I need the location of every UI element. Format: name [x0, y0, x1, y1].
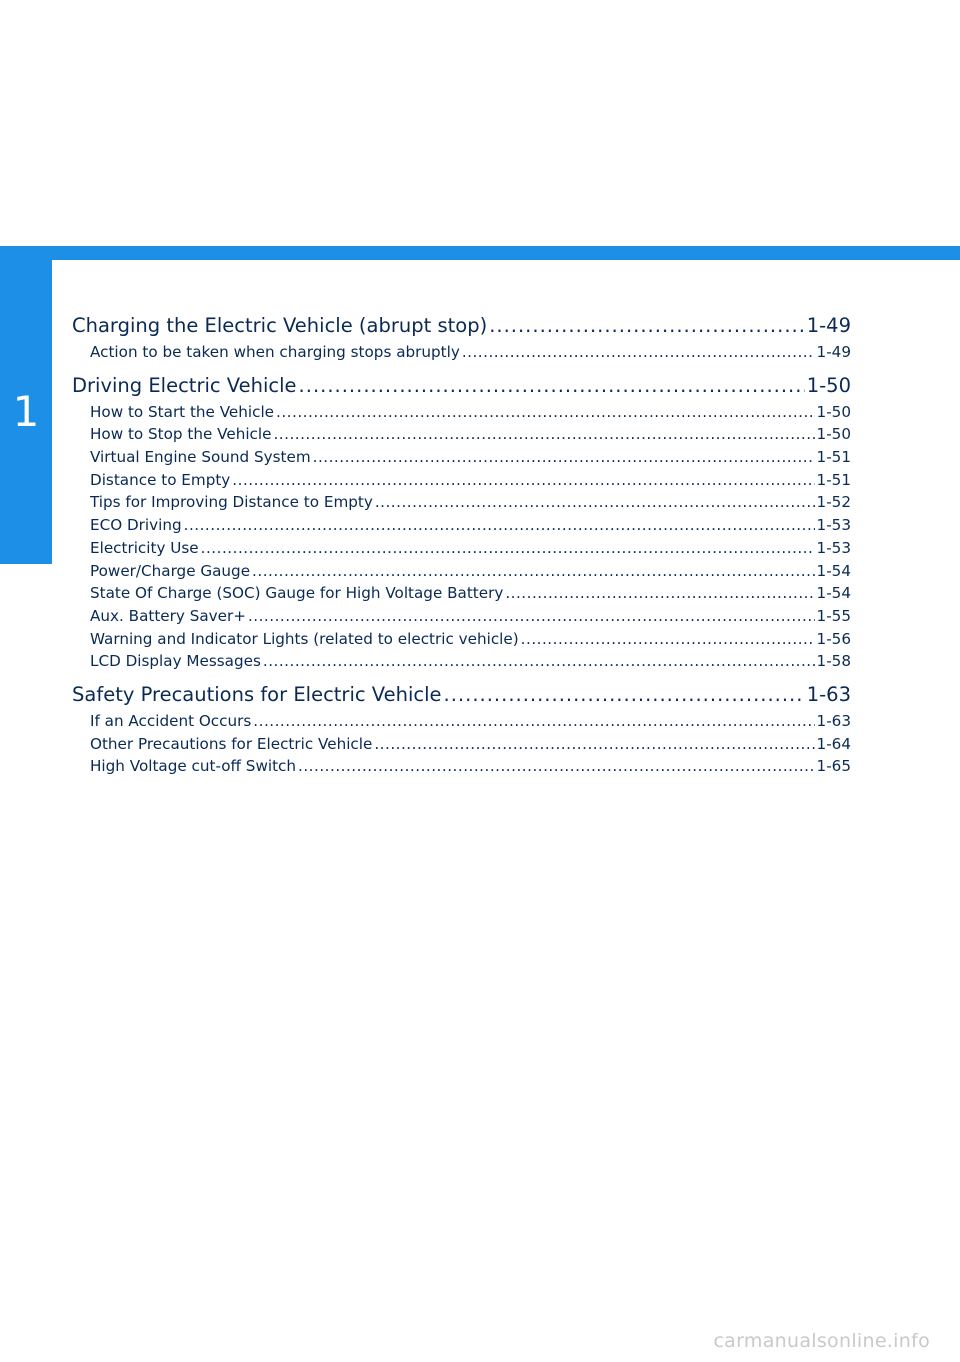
toc-item[interactable] [90, 469, 851, 492]
toc-item-page: 1-51 [816, 448, 851, 467]
toc-item-title: If an Accident Occurs [90, 711, 252, 730]
dot-leader [375, 491, 815, 514]
header-band [0, 246, 960, 260]
toc-item-page: 1-52 [816, 493, 851, 512]
watermark-text: carmanualsonline.info [713, 1330, 930, 1352]
toc-section-page: 1-63 [806, 682, 851, 706]
toc-item-page: 1-53 [816, 516, 851, 535]
dot-leader [444, 679, 805, 710]
toc-item-title: Virtual Engine Sound System [90, 448, 311, 467]
toc-item[interactable] [90, 605, 851, 628]
toc-section-title: Safety Precautions for Electric Vehicle [72, 682, 442, 706]
dot-leader [374, 733, 814, 756]
toc-item[interactable] [90, 733, 851, 756]
dot-leader [201, 537, 815, 560]
dot-leader [298, 755, 815, 778]
toc-item-title: Electricity Use [90, 538, 199, 557]
toc-item-page: 1-51 [816, 470, 851, 489]
dot-leader [232, 469, 814, 492]
toc-item-title: State Of Charge (SOC) Gauge for High Voltage Battery [90, 584, 504, 603]
toc-item[interactable] [90, 341, 851, 364]
toc-item-title: Aux. Battery Saver+ [90, 606, 246, 625]
toc-section-page: 1-49 [806, 314, 851, 337]
toc-item[interactable] [90, 491, 851, 514]
toc-item-page: 1-55 [816, 606, 851, 625]
toc-item[interactable] [90, 514, 851, 537]
toc-item-page: 1-54 [816, 561, 851, 580]
dot-leader [184, 514, 815, 537]
toc-section-title: Charging the Electric Vehicle (abrupt stop) [72, 314, 488, 337]
toc-item-title: Tips for Improving Distance to Empty [90, 493, 373, 512]
toc-item-page: 1-49 [816, 343, 851, 361]
toc-item-page: 1-53 [816, 538, 851, 557]
dot-leader [489, 310, 805, 341]
toc-item-title: LCD Display Messages [90, 652, 261, 671]
toc-section-safety-precautions[interactable] [72, 679, 851, 710]
dot-leader [299, 370, 805, 401]
toc-item-title: Warning and Indicator Lights (related to electric vehicle) [90, 629, 519, 648]
toc-item-page: 1-64 [816, 734, 851, 753]
dot-leader [273, 423, 814, 446]
toc-item-title: How to Stop the Vehicle [90, 425, 272, 444]
toc-item[interactable] [90, 560, 851, 583]
toc-item[interactable] [90, 446, 851, 469]
dot-leader [521, 628, 815, 651]
toc-item-page: 1-50 [816, 402, 851, 421]
toc-item[interactable] [90, 710, 851, 733]
toc-item-page: 1-50 [816, 425, 851, 444]
toc-item-page: 1-56 [816, 629, 851, 648]
toc-item-title: Other Precautions for Electric Vehicle [90, 734, 373, 753]
toc-item-title: Power/Charge Gauge [90, 561, 251, 580]
toc-item-title: Distance to Empty [90, 470, 231, 489]
toc-item[interactable] [90, 401, 851, 424]
toc-item-title: ECO Driving [90, 516, 182, 535]
toc-item-page: 1-58 [816, 652, 851, 671]
toc-item[interactable] [90, 755, 851, 778]
dot-leader [313, 446, 815, 469]
toc-section-page: 1-50 [806, 373, 851, 397]
toc-item[interactable] [90, 582, 851, 605]
dot-leader [253, 710, 814, 733]
toc-item-page: 1-63 [816, 711, 851, 730]
toc-section-title: Driving Electric Vehicle [72, 373, 297, 397]
toc-item[interactable] [90, 650, 851, 673]
toc-item[interactable] [90, 537, 851, 560]
toc-section-driving-electric-vehicle[interactable] [72, 370, 851, 401]
toc-item-title: How to Start the Vehicle [90, 402, 275, 421]
dot-leader [248, 605, 815, 628]
toc-item-title: Action to be taken when charging stops abruptly [90, 343, 460, 361]
dot-leader [505, 582, 814, 605]
toc-item-title: High Voltage cut-off Switch [90, 757, 297, 776]
table-of-contents [72, 310, 851, 778]
toc-item-page: 1-54 [816, 584, 851, 603]
dot-leader [276, 401, 815, 424]
toc-section-charging-abrupt-stop[interactable] [72, 310, 851, 341]
toc-item-page: 1-65 [816, 757, 851, 776]
dot-leader [252, 560, 814, 583]
chapter-number: 1 [12, 387, 40, 436]
dot-leader [462, 341, 815, 364]
toc-item[interactable] [90, 423, 851, 446]
dot-leader [263, 650, 815, 673]
toc-item[interactable] [90, 628, 851, 651]
